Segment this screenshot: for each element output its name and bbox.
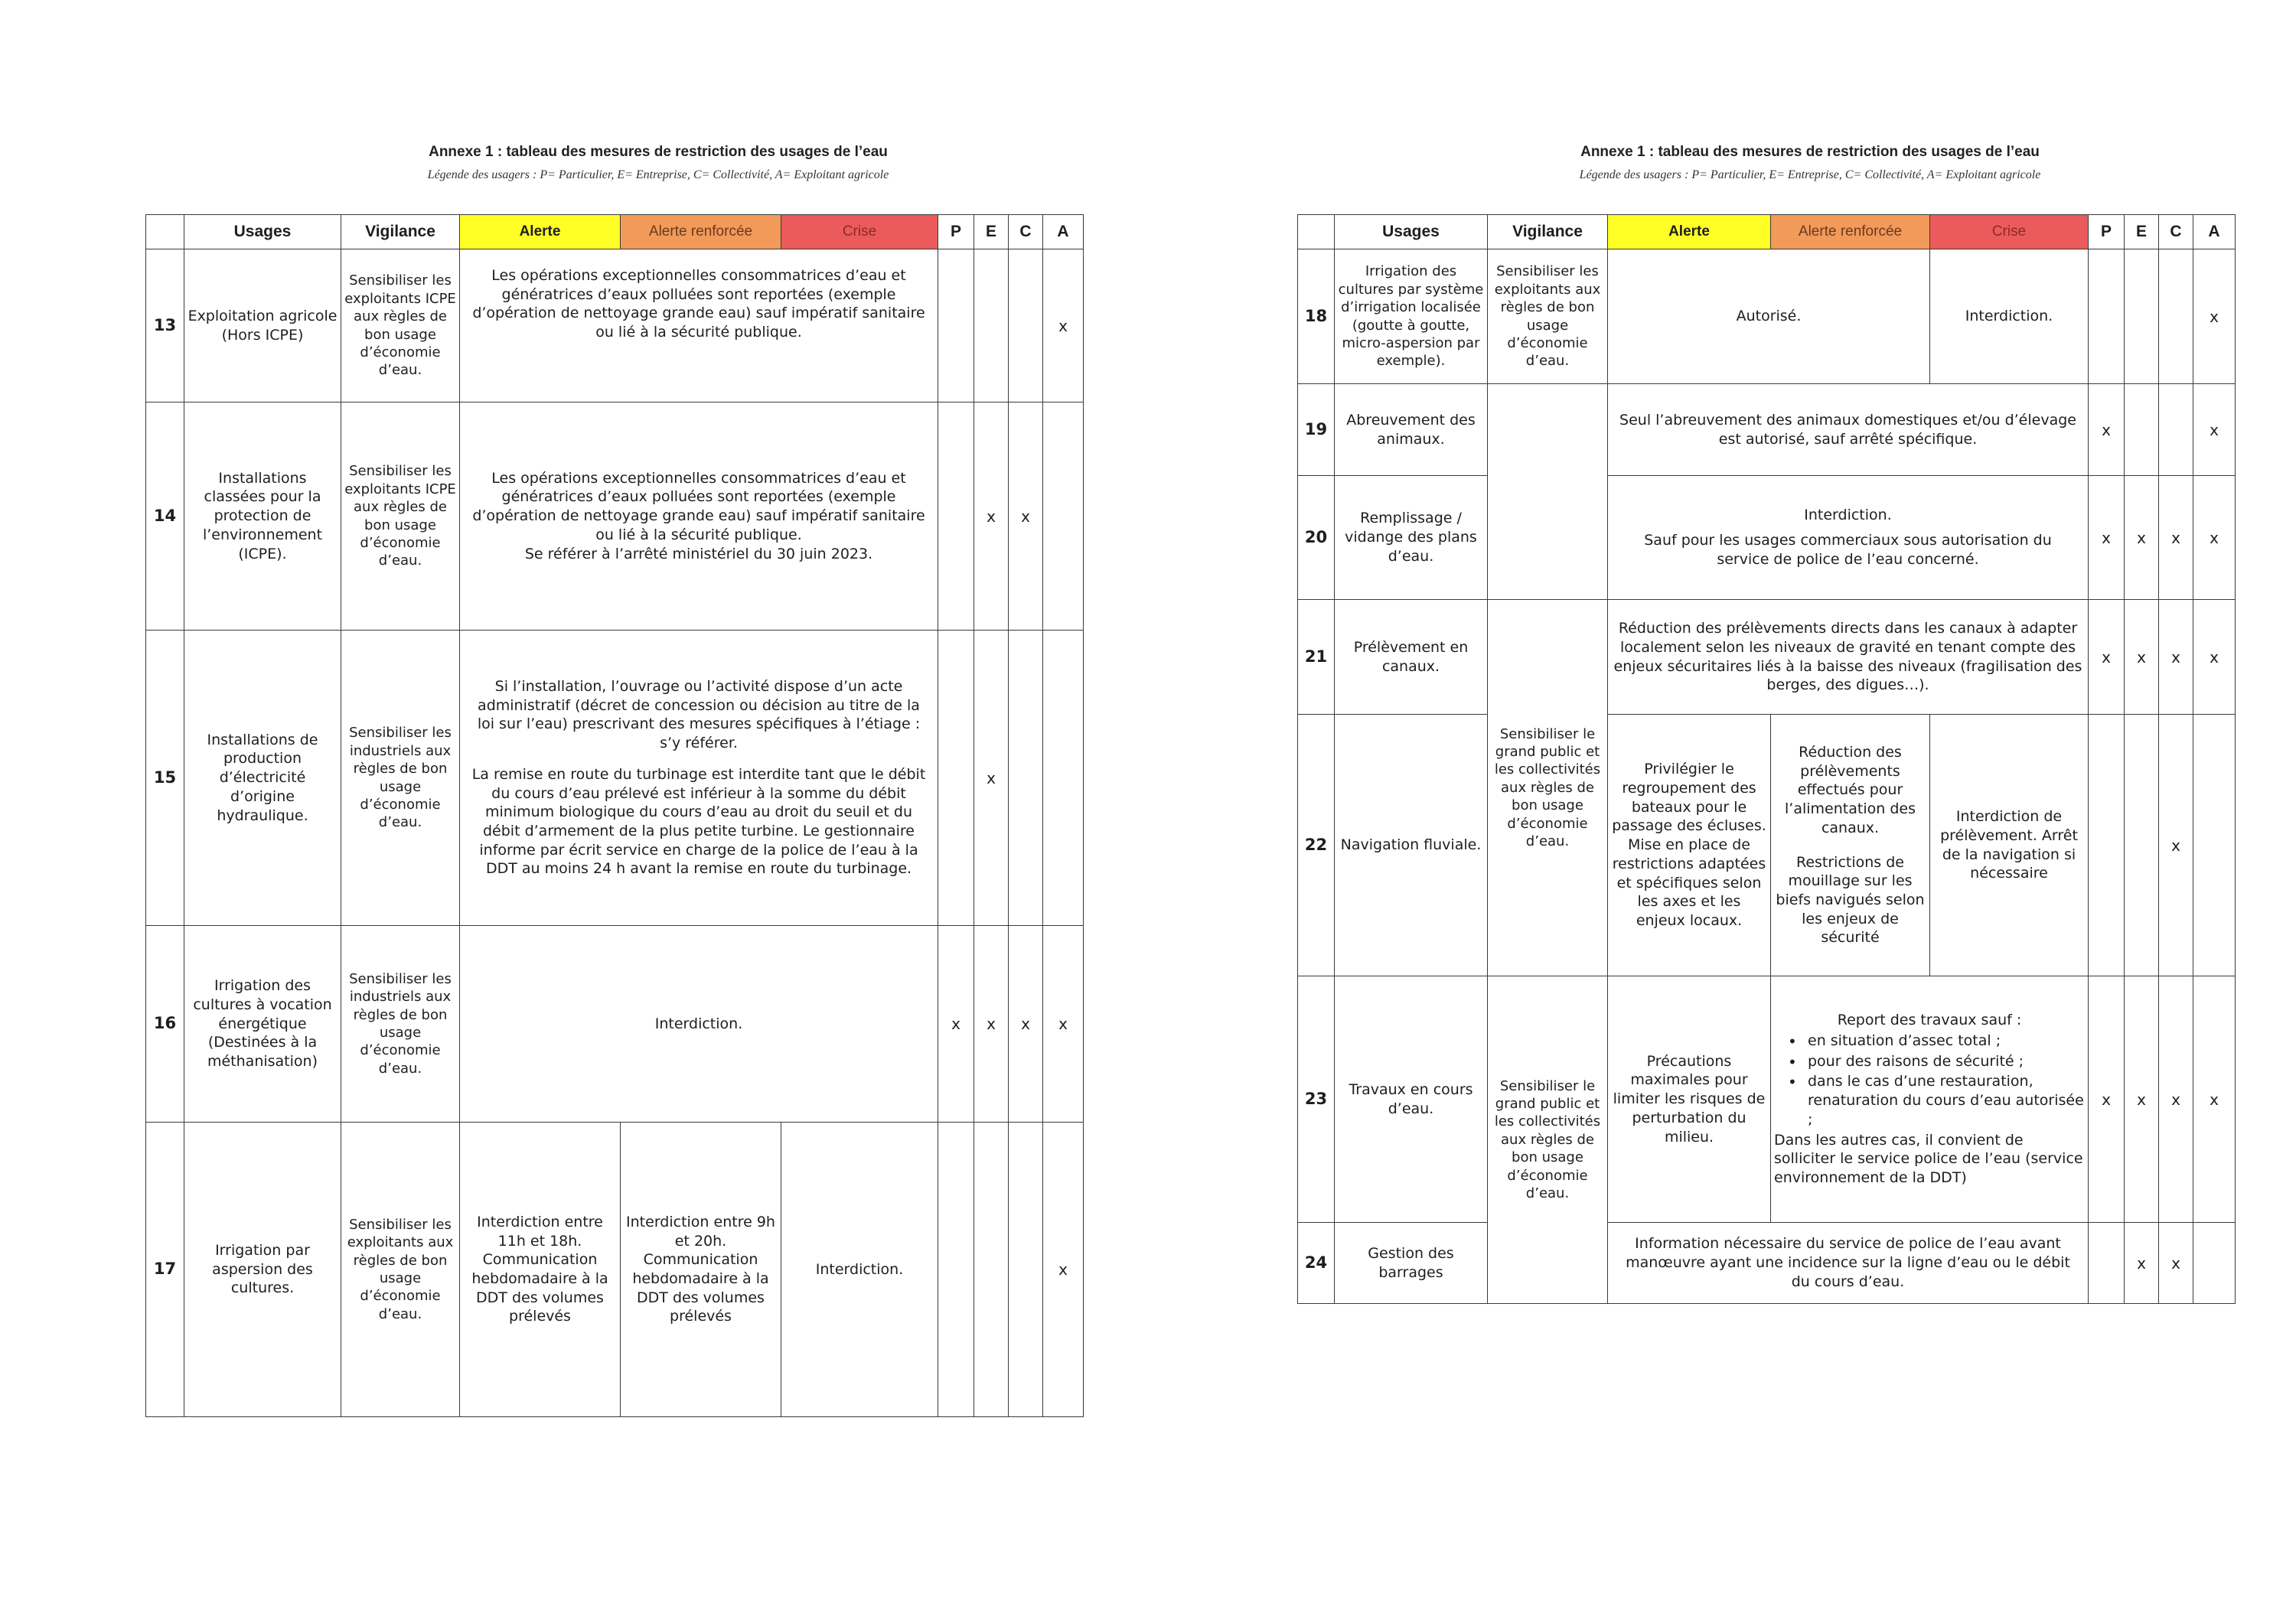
- crise-cell: Interdiction.: [1930, 249, 2089, 384]
- mark-a: x: [1043, 926, 1084, 1123]
- row-number: 20: [1298, 476, 1335, 600]
- header-a: A: [1043, 215, 1084, 249]
- usage-cell: Irrigation par aspersion des cultures.: [184, 1123, 341, 1417]
- right-restriction-table: [1297, 214, 2236, 1304]
- measure-reference: Se référer à l’arrêté ministériel du 30 juin 2023.: [524, 545, 873, 562]
- left-restriction-table: [145, 214, 1084, 1417]
- measure-text: Réduction des prélèvements effectués pour l’alimentation des canaux.: [1785, 744, 1916, 836]
- list-item: • pour des raisons de sécurité ;: [1774, 1052, 2085, 1071]
- table-row-18: [1298, 249, 2236, 384]
- header-e: E: [2125, 215, 2159, 249]
- measure-cell: [1771, 976, 2089, 1223]
- header-blank: [1298, 215, 1335, 249]
- mark-e: [2125, 384, 2159, 476]
- table-row-16: [146, 926, 1084, 1123]
- mark-e: [2125, 249, 2159, 384]
- mark-a: [1043, 402, 1084, 631]
- mark-p: x: [2089, 976, 2125, 1223]
- mark-p: x: [2089, 600, 2125, 715]
- table-row-17: [146, 1123, 1084, 1417]
- mark-p: x: [2089, 384, 2125, 476]
- vigilance-cell: Sensibiliser les exploitants ICPE aux règles de bon usage d’économie d’eau.: [341, 402, 460, 631]
- measure-text: Interdiction.: [1804, 507, 1892, 524]
- alerte-cell: Autorisé.: [1608, 249, 1930, 384]
- row-number: 15: [146, 631, 184, 926]
- usage-cell: Installations de production d’électricité d’origine hydraulique.: [184, 631, 341, 926]
- table-row-13: [146, 249, 1084, 402]
- alerte-renforcee-cell: [1771, 715, 1930, 976]
- mark-c: x: [2159, 1223, 2193, 1304]
- row-number: 19: [1298, 384, 1335, 476]
- vigilance-cell: Sensibiliser le grand public et les collectivités aux règles de bon usage d’économie d’eau.: [1488, 976, 1608, 1304]
- usage-cell: Remplissage / vidange des plans d’eau.: [1335, 476, 1488, 600]
- table-row-20: [1298, 476, 2236, 600]
- header-p: P: [938, 215, 974, 249]
- mark-p: [2089, 249, 2125, 384]
- mark-e: x: [2125, 476, 2159, 600]
- measure-text: Sauf pour les usages commerciaux sous autorisation du service de police de l’eau concerné.: [1644, 532, 2052, 568]
- header-p: P: [2089, 215, 2125, 249]
- right-page-title: Annexe 1 : tableau des mesures de restriction des usages de l’eau: [1580, 144, 2040, 160]
- row-number: 18: [1298, 249, 1335, 384]
- mark-c: x: [2159, 976, 2193, 1223]
- header-usages: Usages: [184, 215, 341, 249]
- right-page-legend: Légende des usagers : P= Particulier, E= Entreprise, C= Collectivité, A= Exploitant agricole: [1579, 168, 2041, 181]
- header-blank: [146, 215, 184, 249]
- measure-text: Dans les autres cas, il convient de solliciter le service police de l’eau (service environnement de la DDT): [1774, 1131, 2083, 1186]
- header-e: E: [974, 215, 1009, 249]
- measure-text: La remise en route du turbinage est interdite tant que le débit du cours d’eau prélevé est inférieur à la somme du débit minimum biologique du cours d’eau au droit du seuil et du débit d’armement de la plus petite turbine. Le gestionnaire informe par écrit service en charge de la police de l’eau à la DDT au moins 24 h avant la remise en route du turbinage.: [471, 765, 926, 878]
- usage-cell: Exploitation agricole (Hors ICPE): [184, 249, 341, 402]
- row-number: 16: [146, 926, 184, 1123]
- mark-c: [1009, 249, 1043, 402]
- mark-c: x: [2159, 715, 2193, 976]
- usage-cell: Navigation fluviale.: [1335, 715, 1488, 976]
- mark-c: x: [2159, 476, 2193, 600]
- mark-e: [974, 1123, 1009, 1417]
- row-number: 21: [1298, 600, 1335, 715]
- header-a: A: [2193, 215, 2236, 249]
- mark-a: [2193, 1223, 2236, 1304]
- header-vigilance: Vigilance: [341, 215, 460, 249]
- table-row-19: [1298, 384, 2236, 476]
- usage-cell: Prélèvement en canaux.: [1335, 600, 1488, 715]
- mark-e: x: [2125, 976, 2159, 1223]
- vigilance-cell: Sensibiliser les exploitants aux règles de bon usage d’économie d’eau.: [1488, 249, 1608, 384]
- table-row-24: [1298, 1223, 2236, 1304]
- mark-e: x: [2125, 1223, 2159, 1304]
- measure-cell: Seul l’abreuvement des animaux domestiques et/ou d’élevage est autorisé, sauf arrêté spécifique.: [1608, 384, 2089, 476]
- measure-text: Mise en place de restrictions adaptées et spécifiques selon les axes et les enjeux locaux.: [1612, 836, 1766, 929]
- mark-c: x: [2159, 600, 2193, 715]
- vigilance-cell: Sensibiliser le grand public et les collectivités aux règles de bon usage d’économie d’eau.: [1488, 600, 1608, 976]
- mark-c: [1009, 1123, 1043, 1417]
- left-page-title: Annexe 1 : tableau des mesures de restriction des usages de l’eau: [429, 144, 888, 160]
- mark-c: x: [1009, 926, 1043, 1123]
- mark-p: [938, 249, 974, 402]
- row-number: 22: [1298, 715, 1335, 976]
- crise-cell: Interdiction.: [781, 1123, 938, 1417]
- measure-cell: [460, 631, 938, 926]
- vigilance-cell: Sensibiliser les exploitants aux règles de bon usage d’économie d’eau.: [341, 1123, 460, 1417]
- mark-a: x: [2193, 249, 2236, 384]
- table-row-23: [1298, 976, 2236, 1223]
- row-number: 24: [1298, 1223, 1335, 1304]
- measure-cell: Interdiction.: [460, 926, 938, 1123]
- mark-c: [2159, 249, 2193, 384]
- mark-p: x: [938, 926, 974, 1123]
- left-page-legend: Légende des usagers : P= Particulier, E= Entreprise, C= Collectivité, A= Exploitant agricole: [427, 168, 889, 181]
- alerte-renforcee-cell: Interdiction entre 9h et 20h. Communication hebdomadaire à la DDT des volumes prélevés: [621, 1123, 781, 1417]
- header-usages: Usages: [1335, 215, 1488, 249]
- mark-p: [938, 402, 974, 631]
- crise-cell: Interdiction de prélèvement. Arrêt de la navigation si nécessaire: [1930, 715, 2089, 976]
- usage-cell: Gestion des barrages: [1335, 1223, 1488, 1304]
- header-alerte-renforcee: Alerte renforcée: [1771, 215, 1930, 249]
- mark-c: [2159, 384, 2193, 476]
- vigilance-cell: Sensibiliser les industriels aux règles de bon usage d’économie d’eau.: [341, 926, 460, 1123]
- header-crise: Crise: [1930, 215, 2089, 249]
- row-number: 14: [146, 402, 184, 631]
- mark-e: x: [974, 631, 1009, 926]
- mark-a: [2193, 715, 2236, 976]
- vigilance-cell-empty: [1488, 384, 1608, 600]
- mark-a: x: [2193, 600, 2236, 715]
- mark-a: [1043, 631, 1084, 926]
- header-vigilance: Vigilance: [1488, 215, 1608, 249]
- measure-text: Privilégier le regroupement des bateaux pour le passage des écluses.: [1612, 761, 1766, 835]
- measure-text: Report des travaux sauf :: [1837, 1012, 2022, 1029]
- mark-a: x: [1043, 1123, 1084, 1417]
- header-alerte: Alerte: [460, 215, 621, 249]
- measure-text: Restrictions de mouillage sur les biefs navigués selon les enjeux de sécurité: [1776, 853, 1925, 947]
- usage-cell: Irrigation des cultures par système d’irrigation localisée (goutte à goutte, micro-aspersion par exemple).: [1335, 249, 1488, 384]
- mark-p: [2089, 715, 2125, 976]
- mark-e: [974, 249, 1009, 402]
- alerte-cell: [1608, 715, 1771, 976]
- usage-cell: Installations classées pour la protection de l’environnement (ICPE).: [184, 402, 341, 631]
- exception-list: [1774, 1031, 2085, 1129]
- mark-p: x: [2089, 476, 2125, 600]
- alerte-cell: Précautions maximales pour limiter les risques de perturbation du milieu.: [1608, 976, 1771, 1223]
- mark-p: [2089, 1223, 2125, 1304]
- mark-c: x: [1009, 402, 1043, 631]
- table-row-14: [146, 402, 1084, 631]
- list-item: • dans le cas d’une restauration, renaturation du cours d’eau autorisée ;: [1774, 1072, 2085, 1129]
- mark-a: x: [1043, 249, 1084, 402]
- mark-e: x: [2125, 600, 2159, 715]
- row-number: 17: [146, 1123, 184, 1417]
- mark-c: [1009, 631, 1043, 926]
- header-c: C: [2159, 215, 2193, 249]
- measure-cell: Information nécessaire du service de police de l’eau avant manœuvre ayant une incidence sur la ligne d’eau ou le débit du cours d’eau.: [1608, 1223, 2089, 1304]
- list-item: • en situation d’assec total ;: [1774, 1031, 2085, 1051]
- header-alerte: Alerte: [1608, 215, 1771, 249]
- table-row-21: [1298, 600, 2236, 715]
- measure-text: Si l’installation, l’ouvrage ou l’activité dispose d’un acte administratif (décret de concession ou décision au titre de la loi sur l’eau) prescrivant des mesures spécifiques à l’étiage : s’y référer.: [477, 678, 921, 752]
- row-number: 13: [146, 249, 184, 402]
- usage-cell: Travaux en cours d’eau.: [1335, 976, 1488, 1223]
- measure-text: Les opérations exceptionnelles consommatrices d’eau et génératrices d’eaux polluées sont reportées (exemple d’opération de nettoyage grande eau) sauf impératif sanitaire ou lié à la sécurité publique.: [472, 469, 925, 543]
- header-alerte-renforcee: Alerte renforcée: [621, 215, 781, 249]
- usage-cell: Abreuvement des animaux.: [1335, 384, 1488, 476]
- vigilance-cell: Sensibiliser les exploitants ICPE aux règles de bon usage d’économie d’eau.: [341, 249, 460, 402]
- header-c: C: [1009, 215, 1043, 249]
- vigilance-cell: Sensibiliser les industriels aux règles de bon usage d’économie d’eau.: [341, 631, 460, 926]
- measure-cell: [1608, 476, 2089, 600]
- table-row-22: [1298, 715, 2236, 976]
- mark-a: x: [2193, 476, 2236, 600]
- mark-e: [2125, 715, 2159, 976]
- measure-cell: Les opérations exceptionnelles consommatrices d’eau et génératrices d’eaux polluées sont reportées (exemple d’opération de nettoyage grande eau) sauf impératif sanitaire ou lié à la sécurité publique.: [460, 249, 938, 402]
- row-number: 23: [1298, 976, 1335, 1223]
- usage-cell: Irrigation des cultures à vocation énergétique (Destinées à la méthanisation): [184, 926, 341, 1123]
- measure-cell: Réduction des prélèvements directs dans les canaux à adapter localement selon les niveaux de gravité en tenant compte des enjeux sécuritaires liés à la baisse des niveaux (fragilisation des berges, des digues…).: [1608, 600, 2089, 715]
- alerte-cell: Interdiction entre 11h et 18h. Communication hebdomadaire à la DDT des volumes prélevés: [460, 1123, 621, 1417]
- mark-e: x: [974, 402, 1009, 631]
- mark-p: [938, 631, 974, 926]
- mark-p: [938, 1123, 974, 1417]
- header-crise: Crise: [781, 215, 938, 249]
- table-row-15: [146, 631, 1084, 926]
- mark-a: x: [2193, 384, 2236, 476]
- mark-e: x: [974, 926, 1009, 1123]
- mark-a: x: [2193, 976, 2236, 1223]
- measure-cell: [460, 402, 938, 631]
